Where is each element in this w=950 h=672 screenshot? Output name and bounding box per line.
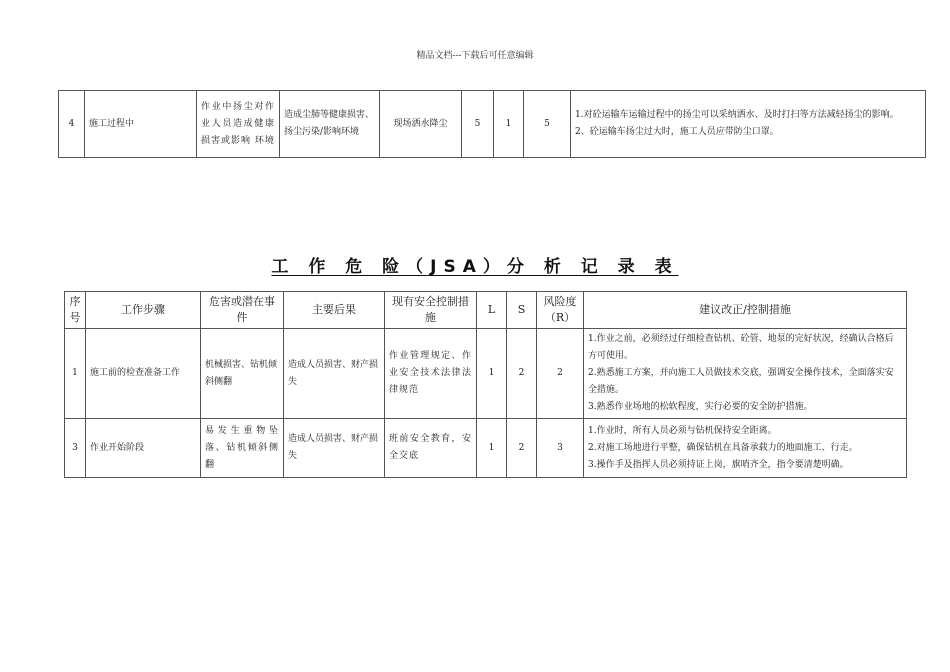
table-header-row [65, 292, 907, 329]
suggestion-item: 3.操作手及指挥人员必须持证上岗，旗哨齐全，指令要清楚明确。 [588, 459, 849, 470]
current-measures: 班前安全教育，安全交底 [385, 419, 477, 478]
jsa-table-continued [58, 90, 926, 158]
jsa-table [64, 291, 907, 478]
work-step: 施工过程中 [85, 91, 197, 158]
header-l: L [477, 292, 507, 329]
suggestions [584, 419, 907, 478]
suggestion-item: 2.对施工场地进行平整，确保钻机在具备承载力的地面施工、行走。 [588, 442, 858, 453]
row-number: 1 [65, 329, 86, 419]
header-current-measures: 现有安全控制措施 [385, 292, 477, 329]
likelihood-value: 5 [462, 91, 494, 158]
severity-value: 1 [494, 91, 524, 158]
consequence: 造成人员损害、财产损失 [284, 329, 385, 419]
table-row [65, 419, 907, 478]
header-s: S [507, 292, 537, 329]
row-number: 3 [65, 419, 86, 478]
suggestions [584, 329, 907, 419]
suggestions [571, 91, 926, 158]
header-no: 序号 [65, 292, 86, 329]
current-measures: 作业管理规定、作业安全技术法律法律规范 [385, 329, 477, 419]
suggestion-item: 2.熟悉施工方案，并向施工人员做技术交底，强调安全操作技术，全面落实安全措施。 [588, 368, 894, 395]
suggestion-item: 1.作业之前，必须经过仔细检查钻机、砼管、地泵的完好状况，经确认合格后方可使用。 [588, 334, 894, 361]
header-hazard: 危害或潜在事件 [201, 292, 284, 329]
page-title: 工 作 危 险（JSA）分 析 记 录 表 [271, 257, 679, 277]
consequence: 造成尘肺等健康损害、扬尘污染/影响环境 [280, 91, 380, 158]
suggestion-item: 2、砼运输车扬尘过大时，施工人员应带防尘口罩。 [575, 127, 779, 137]
header-step: 工作步骤 [86, 292, 201, 329]
risk-value: 5 [524, 91, 571, 158]
suggestion-item: 3.熟悉作业场地的松软程度，实行必要的安全防护措施。 [588, 402, 813, 412]
risk-value: 2 [537, 329, 584, 419]
severity-value: 2 [507, 419, 537, 478]
suggestion-item: 1.作业时，所有人员必须与钻机保持安全距离。 [588, 425, 777, 436]
table-row [59, 91, 926, 158]
work-step: 施工前的检查准备工作 [86, 329, 201, 419]
work-step: 作业开始阶段 [86, 419, 201, 478]
hazard: 易发生重物坠落、钻机倾斜侧翻 [201, 419, 284, 478]
row-number: 4 [59, 91, 85, 158]
header-suggestions: 建议改正/控制措施 [584, 292, 907, 329]
header-note: 精品文档---下载后可任意编辑 [416, 51, 534, 61]
hazard: 机械损害、钻机倾斜侧翻 [201, 329, 284, 419]
suggestion-item: 1.对砼运输车运输过程中的扬尘可以采纳洒水、及时打扫等方法减轻扬尘的影响。 [575, 110, 899, 120]
header-consequence: 主要后果 [284, 292, 385, 329]
hazard: 作业中扬尘对作业人员造成健康损害或影响 环境 [197, 91, 280, 158]
table-row [65, 329, 907, 419]
likelihood-value: 1 [477, 329, 507, 419]
likelihood-value: 1 [477, 419, 507, 478]
current-measures: 现场洒水降尘 [380, 91, 462, 158]
header-r: 风险度（R） [537, 292, 584, 329]
consequence: 造成人员损害、财产损失 [284, 419, 385, 478]
risk-value: 3 [537, 419, 584, 478]
severity-value: 2 [507, 329, 537, 419]
